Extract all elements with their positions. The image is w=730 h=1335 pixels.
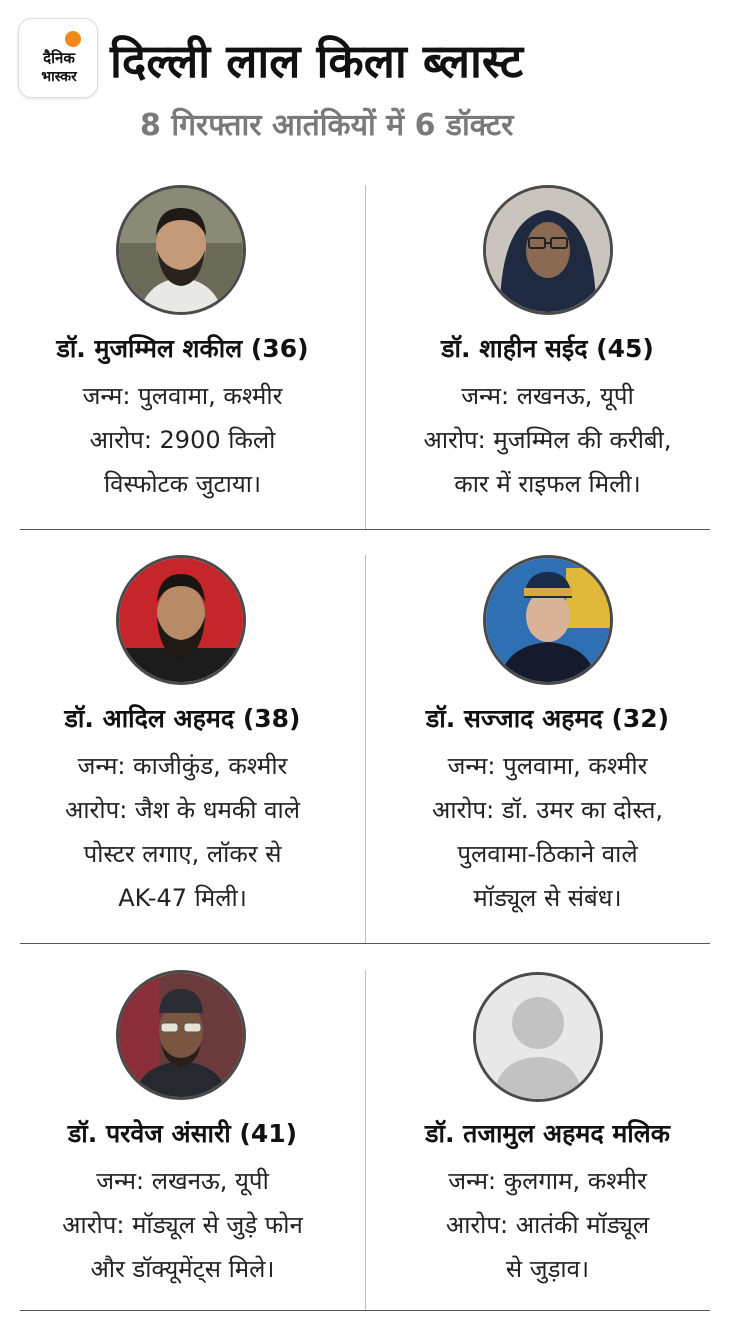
profile-photo-sajjad — [483, 555, 613, 685]
profile-card-adil — [10, 555, 355, 940]
row-divider-1 — [20, 529, 710, 530]
birthplace-text: जन्म: पुलवामा, कश्मीर — [447, 752, 648, 780]
profile-photo-parvez — [116, 970, 246, 1100]
page-title: दिल्ली लाल किला ब्लास्ट — [110, 34, 524, 88]
birthplace-text: जन्म: लखनऊ, यूपी — [96, 1167, 269, 1195]
profile-card-shaheen — [375, 185, 720, 525]
profile-details — [10, 374, 355, 506]
dainik-bhaskar-logo — [18, 18, 98, 98]
charge-text: आरोप: मॉड्यूल से जुड़े फोन — [62, 1211, 303, 1239]
column-divider-row-1 — [365, 185, 366, 530]
charge-text-end: AK-47 मिली। — [118, 884, 247, 912]
profile-name: डॉ. तजामुल अहमद मलिक — [425, 1119, 670, 1148]
profile-name: डॉ. आदिल अहमद (38) — [64, 704, 301, 733]
logo-text-line2: भास्कर — [41, 69, 77, 85]
profile-name: डॉ. परवेज अंसारी (41) — [67, 1119, 298, 1148]
charge-text-cont: कार में राइफल मिली। — [454, 470, 641, 498]
charge-text: आरोप: आतंकी मॉड्यूल — [445, 1211, 650, 1239]
charge-text-cont: से जुड़ाव। — [505, 1255, 590, 1283]
row-divider-3 — [20, 1310, 710, 1311]
profile-details — [10, 1159, 355, 1291]
birthplace-text: जन्म: काजीकुंड, कश्मीर — [77, 752, 288, 780]
logo-text-line1: दैनिक — [43, 49, 75, 67]
avatar-placeholder-icon — [476, 975, 600, 1099]
profile-photo-mujammil — [116, 185, 246, 315]
profile-details — [10, 744, 355, 920]
charge-text: आरोप: डॉ. उमर का दोस्त, — [431, 796, 664, 824]
birthplace-text: जन्म: लखनऊ, यूपी — [461, 382, 634, 410]
profile-details — [375, 744, 720, 920]
charge-text-cont: पुलवामा-ठिकाने वाले — [457, 840, 638, 868]
profile-card-mujammil — [10, 185, 355, 525]
charge-text: आरोप: 2900 किलो — [89, 426, 276, 454]
profile-card-sajjad — [375, 555, 720, 940]
row-divider-2 — [20, 943, 710, 944]
column-divider-row-2 — [365, 555, 366, 943]
profile-card-parvez — [10, 970, 355, 1305]
profile-name: डॉ. सज्जाद अहमद (32) — [425, 704, 670, 733]
charge-text-end: मॉड्यूल से संबंध। — [473, 884, 622, 912]
profile-photo-shaheen — [483, 185, 613, 315]
profile-details — [375, 1159, 720, 1291]
charge-text-cont: और डॉक्यूमेंट्स मिले। — [90, 1255, 275, 1283]
charge-text: आरोप: जैश के धमकी वाले — [65, 796, 300, 824]
charge-text-cont: विस्फोटक जुटाया। — [103, 470, 262, 498]
profile-name: डॉ. शाहीन सईद (45) — [441, 334, 654, 363]
profile-photo-adil — [116, 555, 246, 685]
charge-text: आरोप: मुजम्मिल की करीबी, — [423, 426, 672, 454]
profile-photo-placeholder — [473, 972, 603, 1102]
birthplace-text: जन्म: पुलवामा, कश्मीर — [82, 382, 283, 410]
profile-details — [375, 374, 720, 506]
charge-text-cont: पोस्टर लगाए, लॉकर से — [83, 840, 282, 868]
page-subtitle: 8 गिरफ्तार आतंकियों में 6 डॉक्टर — [140, 108, 514, 143]
profile-name: डॉ. मुजम्मिल शकील (36) — [56, 334, 309, 363]
profile-card-tajamul — [375, 970, 720, 1305]
sun-icon — [65, 31, 81, 47]
column-divider-row-3 — [365, 970, 366, 1310]
header — [0, 0, 730, 160]
birthplace-text: जन्म: कुलगाम, कश्मीर — [448, 1167, 647, 1195]
